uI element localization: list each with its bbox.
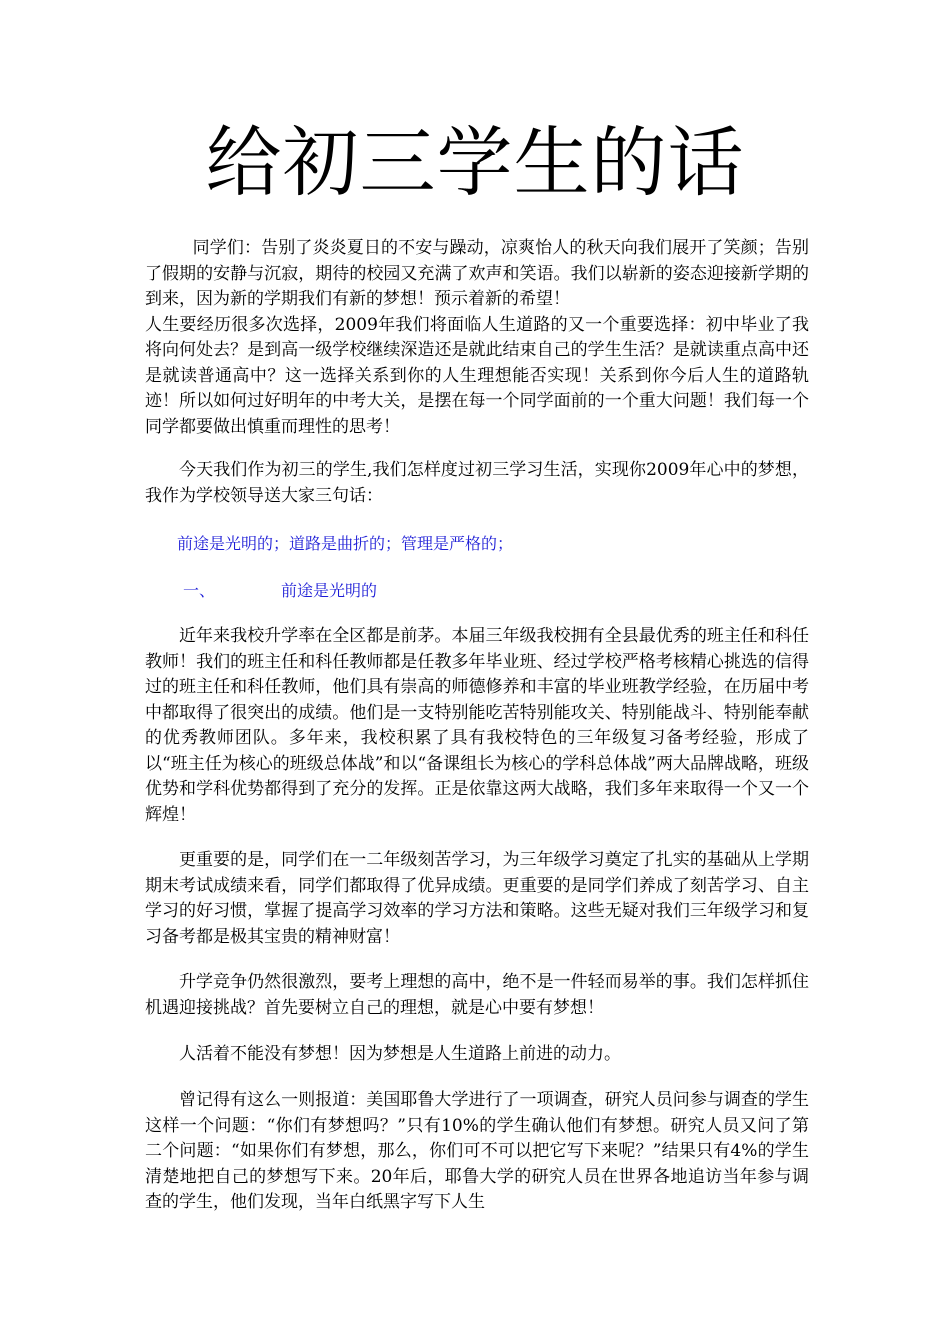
paragraph-foundation: 更重要的是，同学们在一二年级刻苦学习，为三年级学习奠定了扎实的基础从上学期期末考试成绩来看，同学们都取得了优异成绩。更重要的是同学们养成了刻苦学习、自主学习的好习惯，掌握了提高学习效率的学习方法和策略。这些无疑对我们三年级学习和复习备考都是极其宝贵的精神财富！ bbox=[145, 850, 809, 947]
dream-section bbox=[145, 1042, 809, 1068]
section-heading-number: 一、 bbox=[183, 581, 216, 600]
motto-section bbox=[145, 531, 809, 557]
paragraph-three-sentences: 今天我们作为初三的学生,我们怎样度过初三学习生活，实现你2009年心中的梦想，我作为学校领导送大家三句话： bbox=[145, 460, 809, 506]
paragraph-school-record: 近年来我校升学率在全区都是前茅。本届三年级我校拥有全县最优秀的班主任和科任教师！我们的班主任和科任教师都是任教多年毕业班、经过学校严格考核精心挑选的信得过的班主任和科任教师，他们具有崇高的师德修养和丰富的毕业班教学经验，在历届中考中都取得了很突出的成绩。他们是一支特别能吃苦特别能攻关、特别能战斗、特别能奉献的优秀教师团队。多年来，我校积累了具有我校特色的三年级复习备考经验，形成了以“班主任为核心的班级总体战”和以“备课组长为核心的学科总体战”两大品牌战略，班级优势和学科优势都得到了充分的发挥。正是依靠这两大战略，我们多年来取得一个又一个辉煌！ bbox=[145, 626, 809, 825]
section-heading-text: 前途是光明的 bbox=[281, 581, 378, 600]
bright-future-section bbox=[145, 624, 809, 828]
paragraph-motto: 前途是光明的；道路是曲折的；管理是严格的； bbox=[177, 534, 514, 553]
paragraph-competition: 升学竞争仍然很激烈，要考上理想的高中，绝不是一件轻而易举的事。我们怎样抓住机遇迎接挑战？首先要树立自己的理想，就是心中要有梦想！ bbox=[145, 972, 809, 1018]
foundation-section bbox=[145, 848, 809, 950]
yale-survey-section bbox=[145, 1088, 809, 1216]
three-sentences-intro bbox=[145, 458, 809, 509]
competition-section bbox=[145, 970, 809, 1021]
document-title: 给初三学生的话 bbox=[205, 118, 745, 207]
paragraph-dream: 人活着不能没有梦想！因为梦想是人生道路上前进的动力。 bbox=[179, 1044, 621, 1064]
paragraph-greeting: 同学们：告别了炎炎夏日的不安与躁动，凉爽怡人的秋天向我们展开了笑颜；告别了假期的安静与沉寂，期待的校园又充满了欢声和笑语。我们以崭新的姿态迎接新学期的到来，因为新的学期我们有新的梦想！预示着新的希望！ bbox=[145, 238, 809, 309]
intro-section bbox=[145, 236, 809, 440]
paragraph-choice: 人生要经历很多次选择，2009年我们将面临人生道路的又一个重要选择：初中毕业了我将向何处去？是到高一级学校继续深造还是就此结束自己的学生生活？是就读重点高中还是就读普通高中？这一选择关系到你的人生理想能否实现！关系到你今后人生的道路轨迹！所以如何过好明年的中考大关，是摆在每一个同学面前的一个重大问题！我们每一个同学都要做出慎重而理性的思考！ bbox=[145, 314, 809, 437]
paragraph-yale-survey: 曾记得有这么一则报道：美国耶鲁大学进行了一项调查，研究人员问参与调查的学生这样一个问题：“你们有梦想吗？”只有10%的学生确认他们有梦想。研究人员又问了第二个问题：“如果你们有梦想，那么，你们可不可以把它写下来呢？”结果只有4%的学生清楚地把自己的梦想写下来。20年后，耶鲁大学的研究人员在世界各地追访当年参与调查的学生，他们发现，当年白纸黑字写下人生 bbox=[145, 1090, 809, 1212]
section-heading-one bbox=[183, 579, 377, 603]
